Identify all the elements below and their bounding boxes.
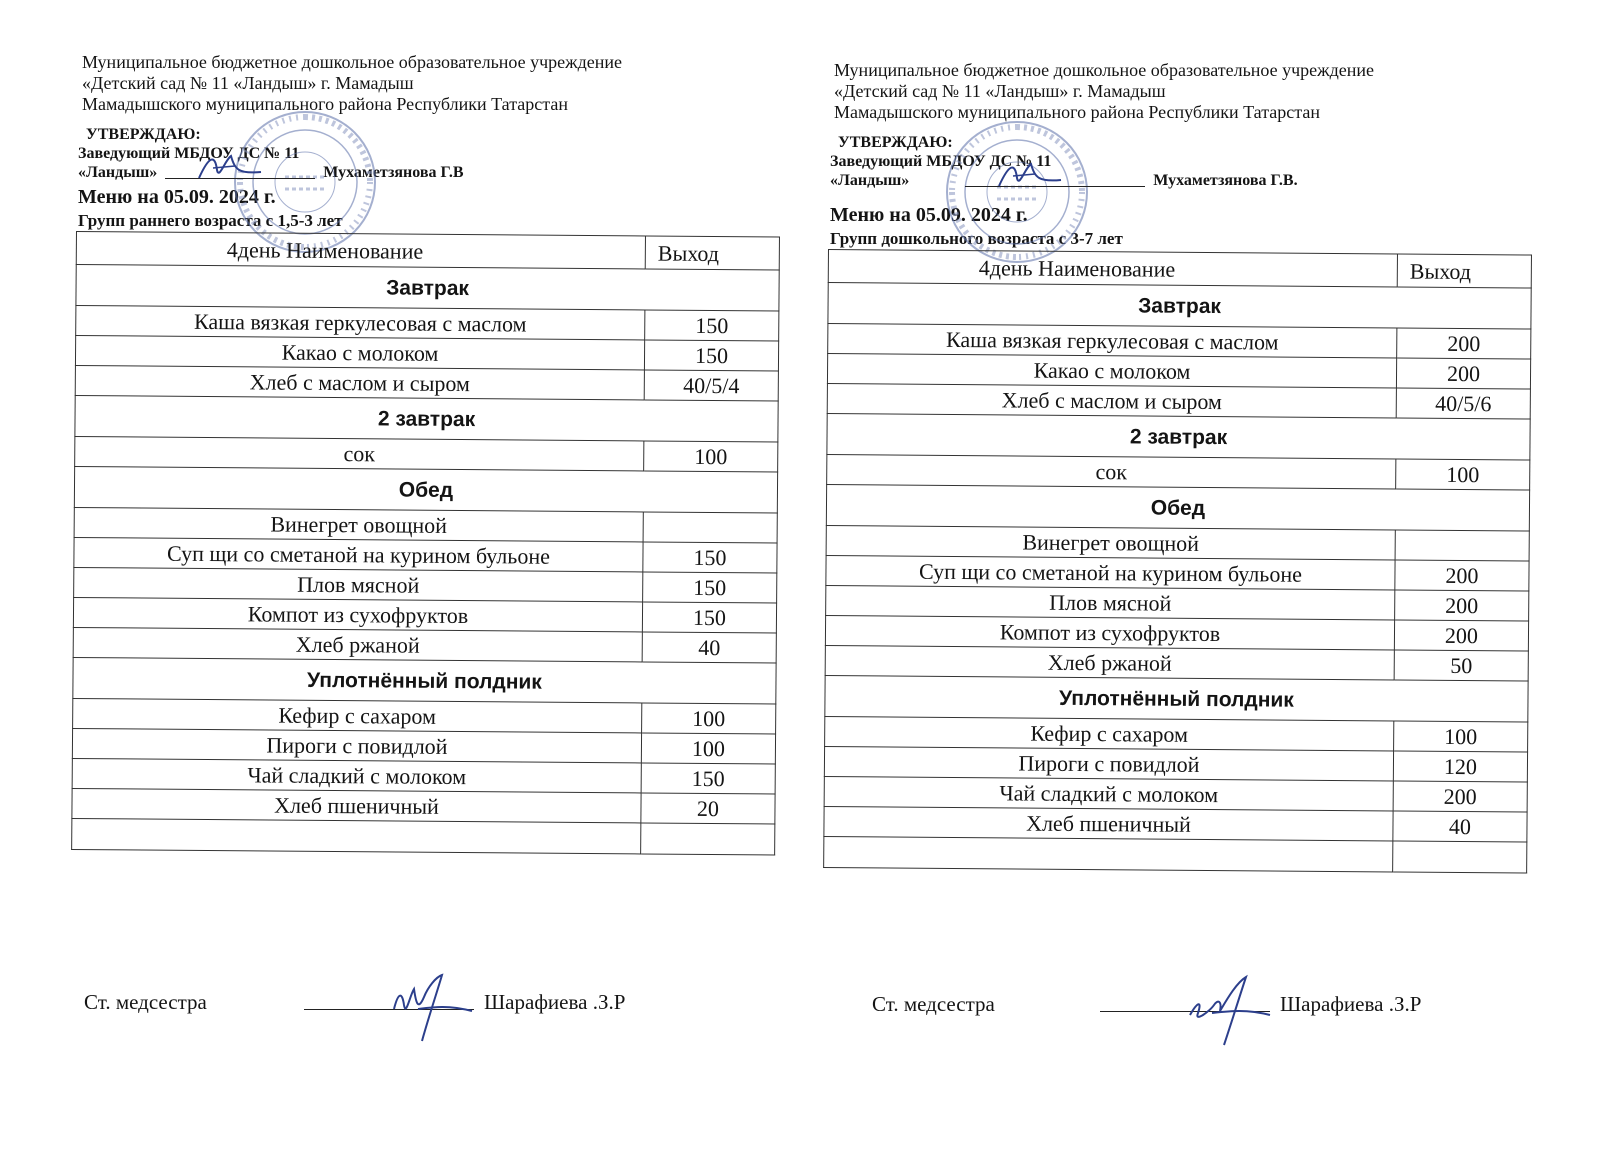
dish-name <box>72 818 641 853</box>
menu-table <box>71 231 780 856</box>
nurse-name: Шарафиева .З.Р <box>484 990 626 1014</box>
column-header-name: 4день Наименование <box>828 250 1397 287</box>
approval-block <box>832 133 1572 190</box>
dish-name: Плов мясной <box>74 567 643 601</box>
table-header-row <box>76 232 779 271</box>
dish-portion: 100 <box>642 703 776 734</box>
dish-name: Какао с молоком <box>827 354 1396 388</box>
meal-section-row <box>76 265 779 312</box>
nurse-signature-row <box>84 990 625 1015</box>
dish-name: Чай сладкий с молоком <box>824 776 1393 810</box>
org-line: Мамадышского муниципального района Республики Татарстан <box>82 94 568 114</box>
dish-portion <box>641 823 775 855</box>
dish-name: Винегрет овощной <box>826 525 1395 559</box>
menu-table <box>823 249 1532 874</box>
director-name: Мухаметзянова Г.В. <box>1153 172 1298 189</box>
org-line: Мамадышского муниципального района Республики Татарстан <box>834 102 1320 122</box>
empty-row <box>72 818 775 855</box>
dish-portion <box>643 512 777 543</box>
nurse-signature-line <box>1100 1010 1270 1012</box>
dish-name: Пироги с повидлой <box>72 728 641 762</box>
nurse-label: Ст. медсестра <box>84 990 207 1014</box>
meal-section-title: Уплотнённый полдник <box>825 675 1528 722</box>
org-line: «Детский сад № 11 «Ландыш» г. Мамадыш <box>834 81 1166 101</box>
meal-section-title: 2 завтрак <box>827 413 1530 460</box>
dish-portion: 200 <box>1393 781 1527 812</box>
meal-section-title: Обед <box>74 466 777 513</box>
meal-section-title: Завтрак <box>76 265 779 312</box>
dish-portion: 150 <box>642 602 776 633</box>
dish-name: Каша вязкая геркулесовая с маслом <box>76 306 645 340</box>
nurse-name: Шарафиева .З.Р <box>1280 992 1422 1016</box>
handwritten-signature-icon <box>1184 971 1274 1051</box>
dish-name: Чай сладкий с молоком <box>72 758 641 792</box>
column-header-name: 4день Наименование <box>76 232 645 269</box>
dish-portion: 150 <box>641 763 775 794</box>
handwritten-signature-icon <box>995 158 1065 192</box>
dish-portion: 20 <box>641 793 775 824</box>
handwritten-signature-icon <box>388 969 478 1049</box>
dish-portion: 120 <box>1393 751 1527 782</box>
director-signature-row <box>78 163 820 182</box>
group-title: Групп раннего возраста с 1,5-3 лет <box>78 211 343 230</box>
meal-section-row <box>74 466 777 513</box>
dish-name <box>824 836 1393 871</box>
dish-portion: 50 <box>1394 650 1528 681</box>
dish-name: сок <box>827 454 1396 488</box>
dish-name: Кефир с сахаром <box>73 698 642 732</box>
table-header-row <box>828 250 1531 289</box>
meal-section-row <box>826 484 1529 531</box>
organization-header <box>82 52 820 115</box>
dish-name: сок <box>75 436 644 470</box>
dish-portion: 200 <box>1397 328 1531 359</box>
approval-block <box>80 125 820 182</box>
dish-portion: 150 <box>643 542 777 573</box>
organization-header <box>834 60 1572 123</box>
approve-label: УТВЕРЖДАЮ: <box>86 126 201 143</box>
dish-name: Хлеб ржаной <box>73 627 642 661</box>
dish-portion: 200 <box>1394 620 1528 651</box>
dish-portion: 200 <box>1396 358 1530 389</box>
dish-name: Каша вязкая геркулесовая с маслом <box>828 324 1397 358</box>
approve-position: Заведующий МБДОУ ДС № 11 <box>830 153 1052 170</box>
dish-portion: 200 <box>1395 560 1529 591</box>
dish-name: Хлеб с маслом и сыром <box>827 383 1396 417</box>
dish-name: Хлеб ржаной <box>825 645 1394 679</box>
dish-portion: 100 <box>1394 721 1528 752</box>
menu-title: Меню на 05.09. 2024 г. <box>78 186 276 208</box>
approve-label: УТВЕРЖДАЮ: <box>838 134 953 151</box>
dish-portion: 150 <box>644 340 778 371</box>
dish-portion <box>1393 841 1527 873</box>
menu-title: Меню на 05.09. 2024 г. <box>830 204 1028 226</box>
approve-kindergarten-name: «Ландыш» <box>830 172 910 189</box>
dish-name: Пироги с повидлой <box>824 746 1393 780</box>
org-line: Муниципальное бюджетное дошкольное образовательное учреждение <box>82 52 622 72</box>
meal-section-title: 2 завтрак <box>75 395 778 442</box>
dish-name: Винегрет овощной <box>74 507 643 541</box>
meal-section-title: Обед <box>826 484 1529 531</box>
director-name: Мухаметзянова Г.В <box>323 164 464 181</box>
org-line: «Детский сад № 11 «Ландыш» г. Мамадыш <box>82 73 414 93</box>
column-header-qty: Выход <box>1397 254 1531 288</box>
meal-section-row <box>828 283 1531 330</box>
meal-section-row <box>827 413 1530 460</box>
dish-portion <box>1395 530 1529 561</box>
meal-section-row <box>75 395 778 442</box>
handwritten-signature-icon <box>195 150 265 184</box>
nurse-label: Ст. медсестра <box>872 992 995 1016</box>
dish-portion: 200 <box>1395 590 1529 621</box>
approve-position: Заведующий МБДОУ ДС № 11 <box>78 145 300 162</box>
dish-portion: 150 <box>645 310 779 341</box>
dish-portion: 100 <box>1396 459 1530 490</box>
meal-section-title: Завтрак <box>828 283 1531 330</box>
dish-name: Какао с молоком <box>75 336 644 370</box>
dish-portion: 40/5/4 <box>644 370 778 401</box>
approve-kindergarten-name: «Ландыш» <box>78 164 158 181</box>
nurse-signature-line <box>304 1008 474 1010</box>
menu-sheet-preschool-age <box>812 14 1572 1016</box>
dish-portion: 40 <box>1393 811 1527 842</box>
dish-name: Суп щи со сметаной на курином бульоне <box>74 537 643 571</box>
dish-name: Суп щи со сметаной на курином бульоне <box>826 555 1395 589</box>
dish-portion: 150 <box>643 572 777 603</box>
meal-section-row <box>73 657 776 704</box>
dish-name: Хлеб пшеничный <box>824 806 1393 840</box>
menu-sheet-early-age <box>60 0 820 1014</box>
empty-row <box>824 836 1527 873</box>
dish-portion: 40 <box>642 632 776 663</box>
dish-name: Хлеб с маслом и сыром <box>75 365 644 399</box>
nurse-signature-row <box>872 992 1421 1017</box>
dish-name: Компот из сухофруктов <box>73 597 642 631</box>
director-signature-row <box>830 171 1572 190</box>
org-line: Муниципальное бюджетное дошкольное образовательное учреждение <box>834 60 1374 80</box>
dish-portion: 100 <box>644 441 778 472</box>
dish-name: Хлеб пшеничный <box>72 788 641 822</box>
group-title: Групп дошкольного возраста с 3-7 лет <box>830 229 1123 248</box>
director-signature-line <box>165 177 315 179</box>
dish-name: Компот из сухофруктов <box>825 615 1394 649</box>
meal-section-title: Уплотнённый полдник <box>73 657 776 704</box>
dish-portion: 40/5/6 <box>1396 388 1530 419</box>
dish-name: Кефир с сахаром <box>825 716 1394 750</box>
director-signature-line <box>965 185 1145 187</box>
column-header-qty: Выход <box>645 236 779 270</box>
dish-portion: 100 <box>641 733 775 764</box>
dish-name: Плов мясной <box>826 585 1395 619</box>
meal-section-row <box>825 675 1528 722</box>
